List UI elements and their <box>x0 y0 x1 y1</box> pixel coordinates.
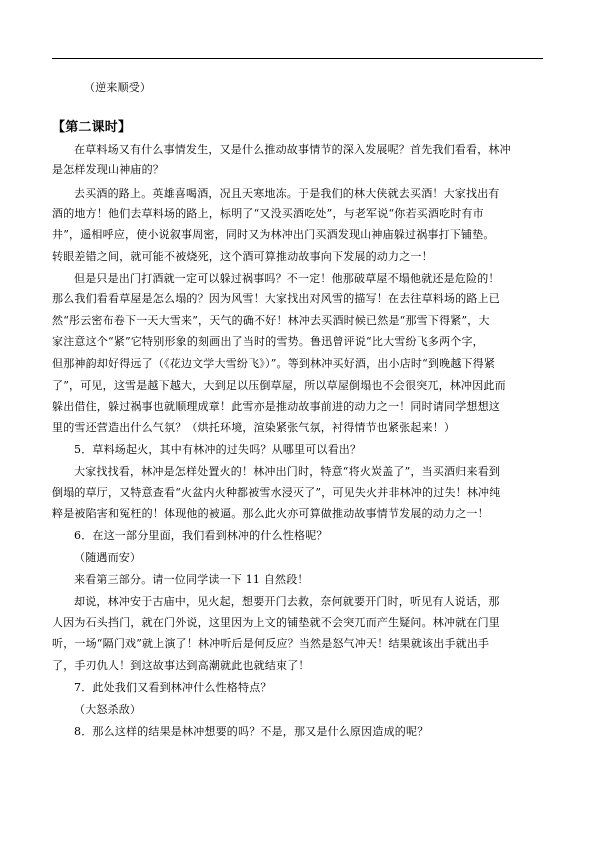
text-line: 躲出借住，躲过祸事也就顺理成章！此雪亦是推动故事前进的动力之一！同时请同学想想这 <box>52 400 500 413</box>
text-line: 转眼差错之间，就可能不被烧死，这个酒可算推动故事向下发展的动力之一！ <box>52 250 433 263</box>
answer-line: （大怒杀敌） <box>74 703 142 716</box>
text-line: 听，一场“隔门戏”就上演了！林冲听后是何反应？当然是怒气冲天！结果就该出手就出手 <box>52 637 490 650</box>
text-line: 然“彤云密布卷下一天大雪来”，天气的确不好！林冲去买酒时候已然是“那雪下得紧”，大 <box>52 314 490 327</box>
text-line: （逆来顺受） <box>84 81 152 94</box>
text-line: 酒的地方！他们去草料场的路上，标明了“又没买酒吃处”，与老军说“你若买酒吃时有市 <box>52 207 484 220</box>
text-line: 里的雪还营造出什么气氛？（烘托环境，渲染紧张气氛，衬得情节也紧张起来！） <box>52 421 456 434</box>
text-line: 在草料场又有什么事情发生，又是什么推动故事情节的深入发展呢？首先我们看看，林冲 <box>74 143 511 156</box>
text-line: 了，手刃仇人！到这故事达到高潮就此也就结束了！ <box>52 659 310 672</box>
question-line: 8．那么这样的结果是林冲想要的吗？不是，那又是什么原因造成的呢？ <box>74 725 429 738</box>
text-line: 大家找找看，林冲是怎样处置火的！林冲出门时，特意“将火炭盖了”，当买酒归来看到 <box>74 465 501 478</box>
text-line: 但是只是出门打酒就一定可以躲过祸事吗？不一定！他那破草屋不塌他就还是危险的！ <box>74 272 500 285</box>
text-line: 那么我们看看草屋是怎么塌的？因为风雪！大家找出对风雪的描写！在去往草料场的路上已 <box>52 292 500 305</box>
text-line: 井”，遥相呼应，使小说叙事周密，同时又为林冲出门买酒发现山神庙躲过祸事打下铺垫。 <box>52 228 495 241</box>
text-line: 去买酒的路上。英雄喜喝酒，况且天寒地冻。于是我们的林大侠就去买酒！大家找出有 <box>74 187 500 200</box>
text-line: 粹是被陷害和冤枉的！体现他的被逼。那么此火亦可算做推动故事情节发展的动力之一！ <box>52 507 489 520</box>
top-rule <box>52 58 543 59</box>
section-heading: 【第二课时】 <box>52 120 132 135</box>
text-line: 来看第三部分。请一位同学读一下 11 自然段！ <box>74 573 309 586</box>
question-line: 6．在这一部分里面，我们看到林冲的什么性格呢？ <box>74 529 328 542</box>
question-line: 5．草料场起火，其中有林冲的过失吗？从哪里可以看出？ <box>74 443 362 456</box>
text-line: 人因为石头挡门，就在门外说，这里因为上文的铺垫就不会突兀而产生疑问。林冲就在门里 <box>52 616 500 629</box>
text-line: 但那神韵却好得远了（《花边文学大雪纷飞》）”。等到林冲买好酒，出小店时“到晚越下得紧 <box>52 357 496 370</box>
text-line: 家注意这个“紧”它特别形象的刻画出了当时的雪势。鲁迅曾评说“比大雪纷飞多两个字， <box>52 335 484 348</box>
text-line: 了”，可见，这雪是越下越大，大到足以压倒草屋，所以草屋倒塌也不会很突兀，林冲因此而 <box>52 379 506 392</box>
text-line: 是怎样发现山神庙的？ <box>52 163 164 176</box>
answer-line: （随遇而安） <box>74 551 142 564</box>
question-line: 7．此处我们又看到林冲什么性格特点？ <box>74 681 272 694</box>
text-line: 倒塌的草厅，又特意查看“火盆内火种都被雪水浸灭了”，可见失火并非林冲的过失！林冲纯 <box>52 486 501 499</box>
text-line: 却说，林冲安于古庙中，见火起，想要开门去救，奈何就要开门时，听见有人说话，那 <box>74 595 500 608</box>
